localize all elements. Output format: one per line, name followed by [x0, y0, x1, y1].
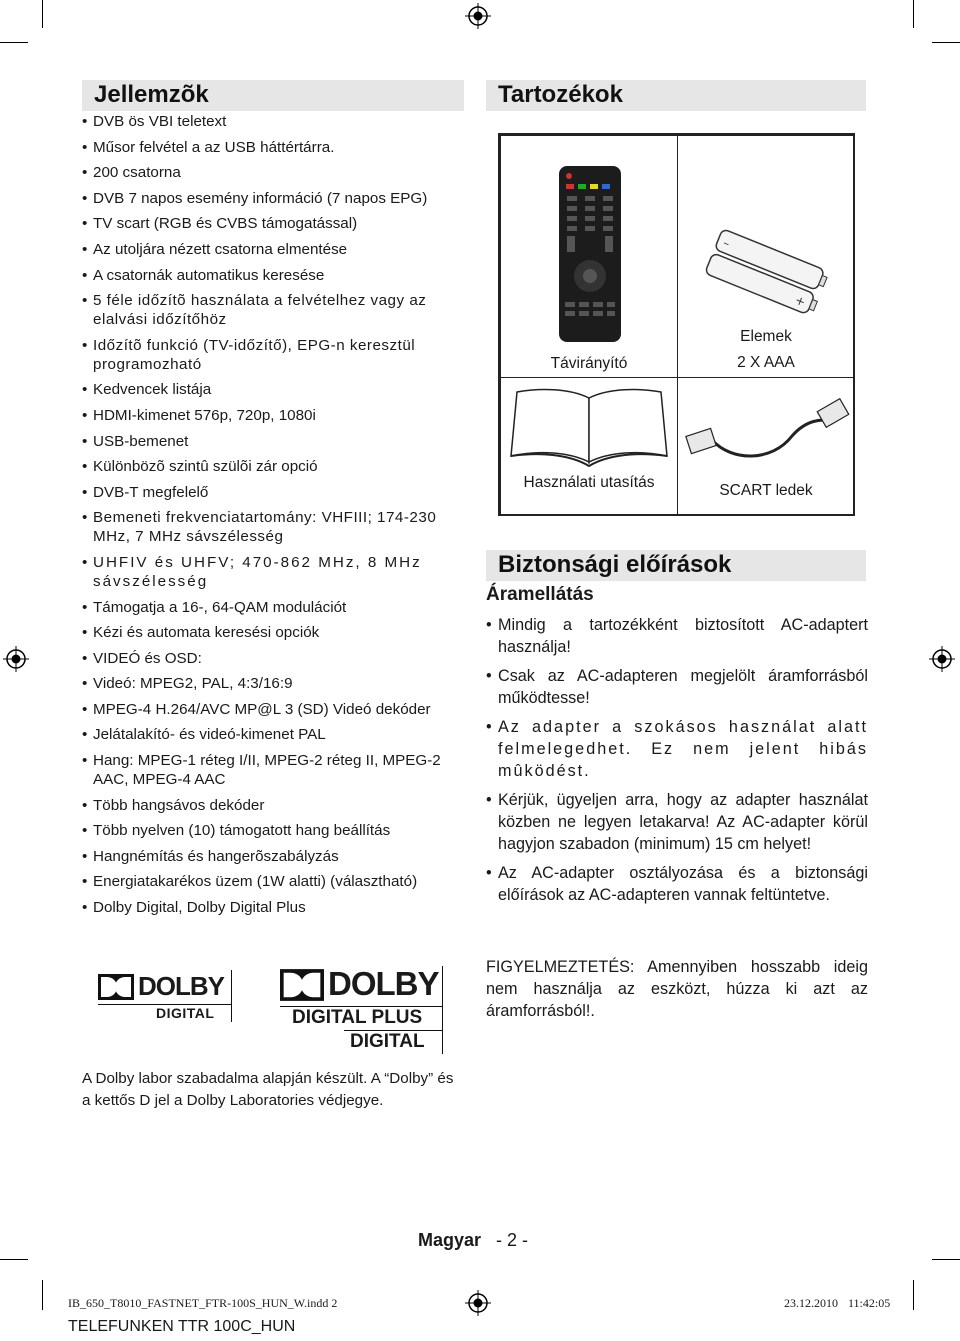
crop-mark [0, 1259, 28, 1260]
product-name: TELEFUNKEN TTR 100C_HUN [68, 1318, 296, 1335]
accessories-grid [498, 133, 855, 516]
list-item: • Videó: MPEG2, PAL, 4:3/16:9 [82, 674, 464, 693]
scart-cell [677, 377, 855, 516]
list-item: • Az AC-adapter osztályozása és a biztonsági előírások az AC-adapteren vannak feltüntetve. [486, 862, 868, 906]
slug-file: IB_650_T8010_FASTNET_FTR-100S_HUN_W.indd 2 [68, 1296, 338, 1310]
list-item: • Kézi és automata keresési opciók [82, 623, 464, 642]
crop-mark [42, 1280, 43, 1310]
scart-label: SCART ledek [719, 482, 813, 499]
list-item: • TV scart (RGB és CVBS támogatással) [82, 214, 464, 233]
list-item: • DVB 7 napos esemény információ (7 napos EPG) [82, 189, 464, 208]
batteries-spec: 2 X AAA [737, 354, 795, 371]
list-item: • Az utoljára nézett csatorna elmentése [82, 240, 464, 259]
features-list [82, 112, 464, 924]
list-item: • Hang: MPEG-1 réteg I/II, MPEG-2 réteg II, MPEG-2 AAC, MPEG-4 AAC [82, 751, 464, 789]
crop-mark [913, 0, 914, 28]
list-item: • Energiatakarékos üzem (1W alatti) (választható) [82, 872, 464, 891]
list-item: • Különbözõ szintû szülõi zár opció [82, 457, 464, 476]
manual-cell [500, 377, 678, 516]
list-item: • UHFIV és UHFV; 470-862 MHz, 8 MHz sávszélesség [82, 553, 464, 591]
remote-cell [500, 135, 678, 378]
safety-list [486, 614, 868, 913]
list-item: • USB-bemenet [82, 432, 464, 451]
list-item: • Csak az AC-adapteren megjelölt áramforrásból működtesse! [486, 665, 868, 709]
features-title: Jellemzõk [82, 80, 464, 111]
registration-mark-icon [465, 1290, 491, 1316]
battery-icon [696, 226, 836, 316]
registration-mark-icon [3, 646, 29, 672]
dolby-double-d-icon [280, 969, 324, 1001]
page-number: - 2 - [496, 1230, 529, 1250]
page-footer [418, 1230, 528, 1251]
list-item: • Hangnémítás és hangerõszabályzás [82, 847, 464, 866]
list-item: • Több hangsávos dekóder [82, 796, 464, 815]
registration-mark-icon [929, 646, 955, 672]
list-item: • Időzítõ funkció (TV-időzítő), EPG-n keresztül programozható [82, 336, 464, 374]
svg-text:–: – [721, 235, 732, 251]
batteries-label: Elemek [740, 328, 792, 345]
list-item: • Műsor felvétel a az USB háttértárra. [82, 138, 464, 157]
open-book-icon [509, 386, 669, 468]
dolby-sub: DIGITAL [156, 1005, 215, 1021]
list-item: • Az adapter a szokásos használat alatt felmelegedhet. Ez nem jelent hibás mûködést. [486, 716, 868, 782]
warning-text: FIGYELMEZTETÉS: Amennyiben hosszabb ideig nem használja az eszközt, húzza ki azt az áramforrásból!. [486, 958, 868, 1020]
slug-date: 23.12.2010 [784, 1296, 838, 1310]
list-item: • MPEG-4 H.264/AVC MP@L 3 (SD) Videó dekóder [82, 700, 464, 719]
safety-title: Biztonsági előírások [486, 550, 866, 581]
list-item: • 5 féle időzítõ használata a felvételhez vagy az elalvási időzítőhöz [82, 291, 464, 329]
scart-cable-icon [682, 392, 850, 472]
list-item: • Bemeneti frekvenciatartomány: VHFIII; 174-230 MHz, 7 MHz sávszélesség [82, 508, 464, 546]
registration-mark-icon [465, 3, 491, 29]
list-item: • Dolby Digital, Dolby Digital Plus [82, 898, 464, 917]
dolby-digital-logo [98, 970, 232, 1022]
remote-control-icon [557, 164, 623, 344]
list-item: • DVB-T megfelelő [82, 483, 464, 502]
list-item: • A csatornák automatikus keresése [82, 266, 464, 285]
dolby-sub: DIGITAL PLUS [292, 1007, 423, 1028]
list-item: • VIDEÓ és OSD: [82, 649, 464, 668]
crop-mark [42, 0, 43, 28]
dolby-note: A Dolby labor szabadalma alapján készült. A “Dolby” és a kettős D jel a Dolby Laboratories védjegye. [82, 1070, 454, 1109]
svg-text:+: + [792, 292, 808, 310]
crop-mark [0, 42, 28, 43]
dolby-brand: DOLBY [138, 971, 224, 1001]
dolby-brand: DOLBY [328, 965, 439, 1002]
list-item: • Kedvencek listája [82, 380, 464, 399]
list-item: • Több nyelven (10) támogatott hang beállítás [82, 821, 464, 840]
accessories-title: Tartozékok [486, 80, 866, 111]
dolby-sub: DIGITAL [350, 1031, 425, 1052]
dolby-digital-plus-logo [280, 966, 444, 1054]
crop-mark [932, 1259, 960, 1260]
list-item: • HDMI-kimenet 576p, 720p, 1080i [82, 406, 464, 425]
list-item: • DVB ös VBI teletext [82, 112, 464, 131]
manual-label: Használati utasítás [523, 474, 655, 491]
list-item: • 200 csatorna [82, 163, 464, 182]
safety-subtitle: Áramellátás [486, 584, 594, 605]
dolby-double-d-icon [98, 974, 134, 1000]
list-item: • Kérjük, ügyeljen arra, hogy az adapter használat közben ne legyen letakarva! Az AC-adapter körül hagyjon szabadon (minimum) 15 cm helyet! [486, 789, 868, 855]
remote-label: Távirányító [550, 355, 628, 372]
list-item: • Támogatja a 16-, 64-QAM modulációt [82, 598, 464, 617]
crop-mark [932, 42, 960, 43]
footer-language: Magyar [418, 1230, 482, 1250]
slug-time: 11:42:05 [848, 1296, 891, 1310]
list-item: • Mindig a tartozékként biztosított AC-adaptert használja! [486, 614, 868, 658]
crop-mark [913, 1280, 914, 1310]
list-item: • Jelátalakító- és videó-kimenet PAL [82, 725, 464, 744]
batteries-cell [677, 135, 855, 378]
